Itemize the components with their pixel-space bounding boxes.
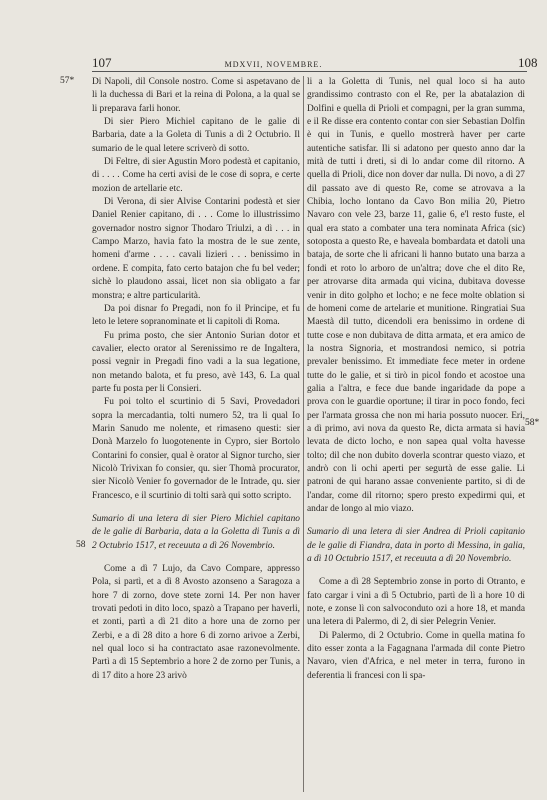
paragraph: Come a dì 7 Lujo, da Cavo Compare, appresso Pola, si partì, et a dì 8 Avosto azonseno a Saragoza a hore 7 di zorno, dove stete zorni 14. Per non haver trovati pedoti in dito loco, spazò a Trapano per haverli, et zonti, partì a dì 21 dito a hore una de zorno per Zerbi, e a dì 28 dito a hore 6 di zorno arivoe a Zerbi, nel qual loco si ha contractato asae razonevolmente. Partì a dì 15 Septembrio a hore 2 de zorno per Tunis, a dì 17 dito a hore 23 arivò xyxy=(92,564,300,681)
page-number-left: 107 xyxy=(92,55,112,70)
paragraph: Fu poi tolto el scurtinio di 5 Savi, Provedadori sopra la mercadantia, tolti numero 52, tra li qual Io Marin Sanudo me nolente, et rimaseno questi: sier Donà Marzelo fo luogotenente in Cypro, sier Bortolo Contarini fo consier, qual è orator al Signor turcho, sier Nicolò Trivixan fo consier, qu. sier Thomà procurator, sier Nicolò Venier fo governador de le Intrade, qu. sier Francesco, e il scurtinio di tolti sarà qui sotto scripto. xyxy=(92,397,300,501)
margin-note-57: 57* xyxy=(60,76,75,86)
spacer xyxy=(307,566,525,576)
running-title: MDXVII, NOVEMBRE. xyxy=(224,60,323,69)
paragraph: Come a dì 28 Septembrio zonse in porto di Otranto, e fato cargar i vini a dì 5 Octubrio, partì de lì a hore 10 di note, e zonse lì con salvoconduto ozi a hore 18, et manda una letera di Palermo, di 2, di sier Pelegrin Venier. xyxy=(307,577,525,628)
spacer xyxy=(92,503,300,513)
section-title: Sumario di una letera di sier Andrea di Prioli capitanio de le galie di Fiandra, data in porto di Messina, in galia, a dì 10 Octubrio 1517, et receuuta a dì 20 Novembrio. xyxy=(307,527,525,565)
spacer xyxy=(307,516,525,526)
margin-note-58: 58 xyxy=(76,540,86,550)
paragraph: Da poi disnar fo Pregadi, non fo il Principe, et fu leto le letere sopranominate et li capitoli di Roma. xyxy=(92,303,300,328)
paragraph: Di sier Piero Michiel capitano de le galie di Barbaria, date a la Goleta di Tunis a dì 2 Octubrio. Il sumario de le qual letere scriverò di sotto. xyxy=(92,117,300,154)
paragraph: li a la Goletta di Tunis, nel qual loco si ha auto grandissimo contrasto con el Re, per la abatalazion di Dolfini e quella di Prioli et compagni, per la gran summa, e il Re disse era contento contar con sier Sebastian Dolfin è qui in Tunis, e quello mostrerà haver per carte autentiche satisfar. Ili si adatono per questo anno dar la mità de tutti i dreti, si di lo andar come dil ritorno. A quella di Prioli, dice non dover dar nulla. Di novo, a dì 27 dil passato ave di questo Re, come se atrovava a la Chibia, locho lontano da Cavo Bon milia 20, Pietro Navaro con vele 23, barze 11, galie 6, e'l resto fuste, el qual era stato a combater una tera nominata Africa (sic) sotoposta a questo Re, e haveala bombardata et datoli una bataja, de sorte che li africani li hanno butato una barza a fondi et roto lo arboro de un'altra; dove che el dito Re, per atrovarse dita armada qui vicina, dubitava dovesse venir in dito golpho et locho; e ne fece molte oblation si de homeni come de artelarie et munitione. Ringratiai Sua Maestà dil tutto, dicendoli era benissimo in ordene di tutte cose e non dubitava de ditta armata, et era amico de la nostra Signoria, et mostrandosi nemico, si potria prevaler benissimo. Et immediate fece meter in ordene tutte do le galie, et si tirò in picol fondo et acostoe una galia a l'altra, e fece due bande ingaridade da pope a prova con le guardie oportune; il tirar in poco fondo, feci per l'armata grossa che non mi haria possuto nuocer. Eri, a dì primo, avi nova da questo Re, dicta armata si havia levata de dicto locho, e non sapea qual volta havesse tolto; dil che non dubito doverla scontrar questo viazo, et andrò con li ochi aperti per segurtà de esse galie. Li patroni de qui harano assae conveniente partito, si di de l'andar, come dil ritorno; spero presto expedirmi qui, et andar de longo al mio viazo. xyxy=(307,77,525,514)
margin-note-58-star: 58* xyxy=(525,418,540,428)
column-divider xyxy=(303,76,304,792)
page-number-right: 108 xyxy=(518,55,538,70)
spacer xyxy=(92,553,300,563)
right-column xyxy=(307,76,525,683)
paragraph: Di Verona, di sier Alvise Contarini podestà et sier Daniel Renier capitano, di . . . Come lo illustrissimo governador nostro signor Thodaro Triulzi, a dì . . . in Campo Marzo, havia fato la mostra de le sue zente, homeni d'arme . . . . cavali lizieri . . . benissimo in ordene. E compita, fato certo batajon che fu bel veder; sichè lo plaudono assai, licet non sia obligato a far monstra; e altre particularità. xyxy=(92,197,300,301)
section-title: Sumario di una letera di sier Piero Michiel capitano de le galie di Barbaria, data a la Goletta di Tunis a dì 2 Octubrio 1517, et receuuta a dì 26 Novembrio. xyxy=(92,514,300,551)
header-rule xyxy=(92,71,527,72)
paragraph: Di Feltre, di sier Agustin Moro podestà et capitanio, di . . . . Come ha certi avisi de le cose di sopra, e certe mozion de artellarie etc. xyxy=(92,157,300,194)
left-column xyxy=(92,76,300,683)
paragraph: Di Palermo, di 2 Octubrio. Come in quella matina fo dito esser zonta a la Fagagnana l'armada dil conte Pietro Navaro, vien d'Africa, e nel meter in terra, furono in deferentia li francesi con li spa- xyxy=(307,630,525,681)
paragraph: Di Napoli, dil Console nostro. Come si aspetavano de li la duchessa di Bari et la reina di Polona, a la qual se li preparava farli honor. xyxy=(92,77,300,114)
paragraph: Fu prima posto, che sier Antonio Surian dotor et cavalier, electo orator al Serenissimo re de Ingaltera, possi vegnir in Pregadi fino vadi a la sua legatione, non metando balota, et fu preso, avè 143, 6. La qual parte fu posta per li Consieri. xyxy=(92,330,300,394)
